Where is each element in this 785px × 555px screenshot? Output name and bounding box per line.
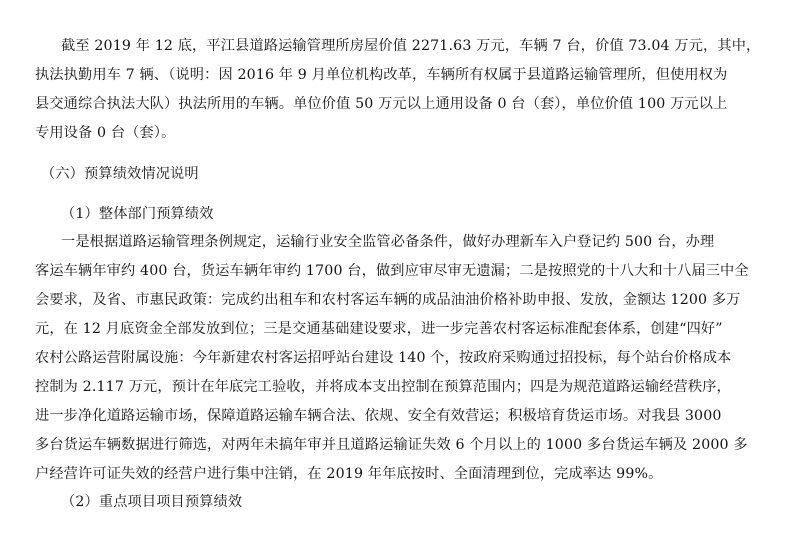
performance-paragraph-line-4: 元，在 12 月底资金全部发放到位；三是交通基础建设要求，进一步完善农村客运标准配套体系，创建“四好”	[35, 321, 723, 337]
performance-paragraph-line-1: 一是根据道路运输管理条例规定，运输行业安全监管必备条件，做好办理新车入户登记约 500 台，办理	[61, 234, 715, 250]
performance-paragraph-line-3: 会要求，及省、市惠民政策：完成约出租车和农村客运车辆的成品油油价格补助申报、发放，金额达 1200 多万	[35, 292, 741, 308]
performance-paragraph-line-9: 户经营许可证失效的经营户进行集中注销，在 2019 年年底按时、全面清理到位，完成率达 99%。	[35, 466, 663, 482]
asset-paragraph-line-2: 执法执勤用车 7 辆、（说明：因 2016 年 9 月单位机构改革，车辆所有权属于县道路运输管理所，但使用权为	[35, 67, 728, 83]
performance-paragraph-line-2: 客运车辆年审约 400 台，货运车辆年审约 1700 台，做到应审尽审无遗漏；二是按照党的十八大和十八届三中全	[35, 263, 749, 279]
performance-paragraph-line-6: 控制为 2.117 万元，预计在年底完工验收，并将成本支出控制在预算范围内；四是为规范道路运输经营秩序，	[35, 379, 731, 395]
section-heading-budget-performance: （六）预算绩效情况说明	[41, 166, 199, 182]
performance-paragraph-line-5: 农村公路运营附属设施：今年新建农村客运招呼站台建设 140 个，按政府采购通过招投标，每个站台价格成本	[35, 350, 732, 366]
subsection-heading-overall-performance: （1）整体部门预算绩效	[61, 206, 214, 222]
performance-paragraph-line-7: 进一步净化道路运输市场，保障道路运输车辆合法、依规、安全有效营运；积极培育货运市场。对我县 3000	[35, 408, 722, 424]
asset-paragraph-line-1: 截至 2019 年 12 底，平江县道路运输管理所房屋价值 2271.63 万元，车辆 7 台，价值 73.04 万元，其中，	[61, 38, 761, 54]
asset-paragraph-line-3: 县交通综合执法大队）执法所用的车辆。单位价值 50 万元以上通用设备 0 台（套），单位价值 100 万元以上	[35, 96, 728, 112]
performance-paragraph-line-8: 多台货运车辆数据进行筛选，对两年未搞年审并且道路运输证失效 6 个月以上的 1000 多台货运车辆及 2000 多	[35, 437, 748, 453]
asset-paragraph-line-4: 专用设备 0 台（套）。	[35, 125, 176, 141]
subsection-heading-key-projects: （2）重点项目项目预算绩效	[61, 494, 243, 510]
